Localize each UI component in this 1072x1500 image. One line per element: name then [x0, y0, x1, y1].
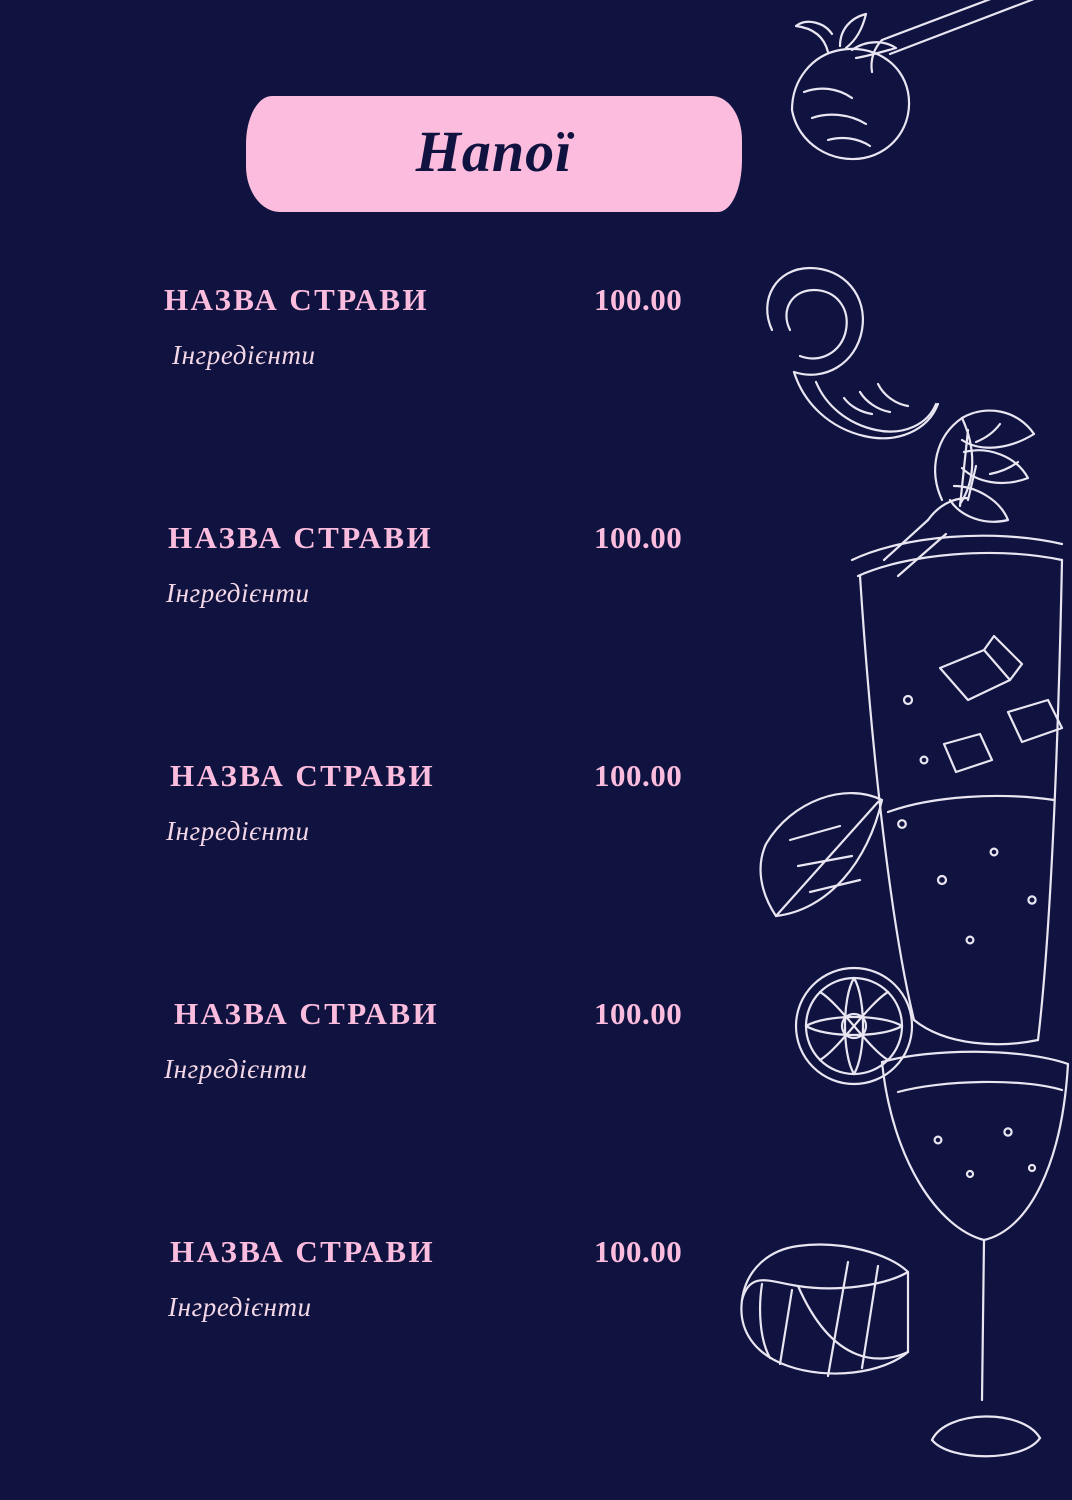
menu-item-price: 100.00 — [594, 520, 683, 555]
menu-item-header — [0, 758, 790, 794]
menu-item-description: Інгредієнти — [166, 578, 310, 608]
menu-item — [0, 282, 790, 520]
menu-item-header — [0, 520, 790, 556]
menu-item-price: 100.00 — [594, 282, 683, 317]
menu-item-description: Інгредієнти — [172, 340, 316, 370]
menu-item — [0, 758, 790, 996]
menu-item-description: Інгредієнти — [166, 816, 310, 846]
menu-item-header — [0, 1234, 790, 1270]
tall-glass-with-ice-icon — [852, 498, 1062, 1044]
menu-item-price: 100.00 — [594, 758, 683, 793]
mint-sprig-icon — [935, 411, 1034, 522]
menu-item — [0, 1234, 790, 1323]
menu-item-name: НАЗВА СТРАВИ — [174, 996, 439, 1031]
menu-list — [0, 282, 790, 1323]
menu-item — [0, 520, 790, 758]
menu-item — [0, 996, 790, 1234]
menu-item-header — [0, 282, 790, 318]
menu-item-price: 100.00 — [594, 1234, 683, 1269]
menu-item-name: НАЗВА СТРАВИ — [168, 520, 433, 555]
orange-slice-icon — [796, 968, 912, 1084]
citrus-peel-twist-icon — [767, 268, 938, 438]
menu-item-header — [0, 996, 790, 1032]
menu-item-name: НАЗВА СТРАВИ — [170, 1234, 435, 1269]
menu-item-name: НАЗВА СТРАВИ — [164, 282, 429, 317]
menu-item-price: 100.00 — [594, 996, 683, 1031]
menu-item-name: НАЗВА СТРАВИ — [170, 758, 435, 793]
menu-item-description: Інгредієнти — [168, 1292, 312, 1322]
strawberry-garnish-icon — [792, 0, 1068, 159]
title-text: Напої — [415, 118, 573, 184]
menu-item-description: Інгредієнти — [164, 1054, 308, 1084]
coupe-glass-icon — [882, 1052, 1068, 1457]
page-title — [246, 96, 742, 212]
